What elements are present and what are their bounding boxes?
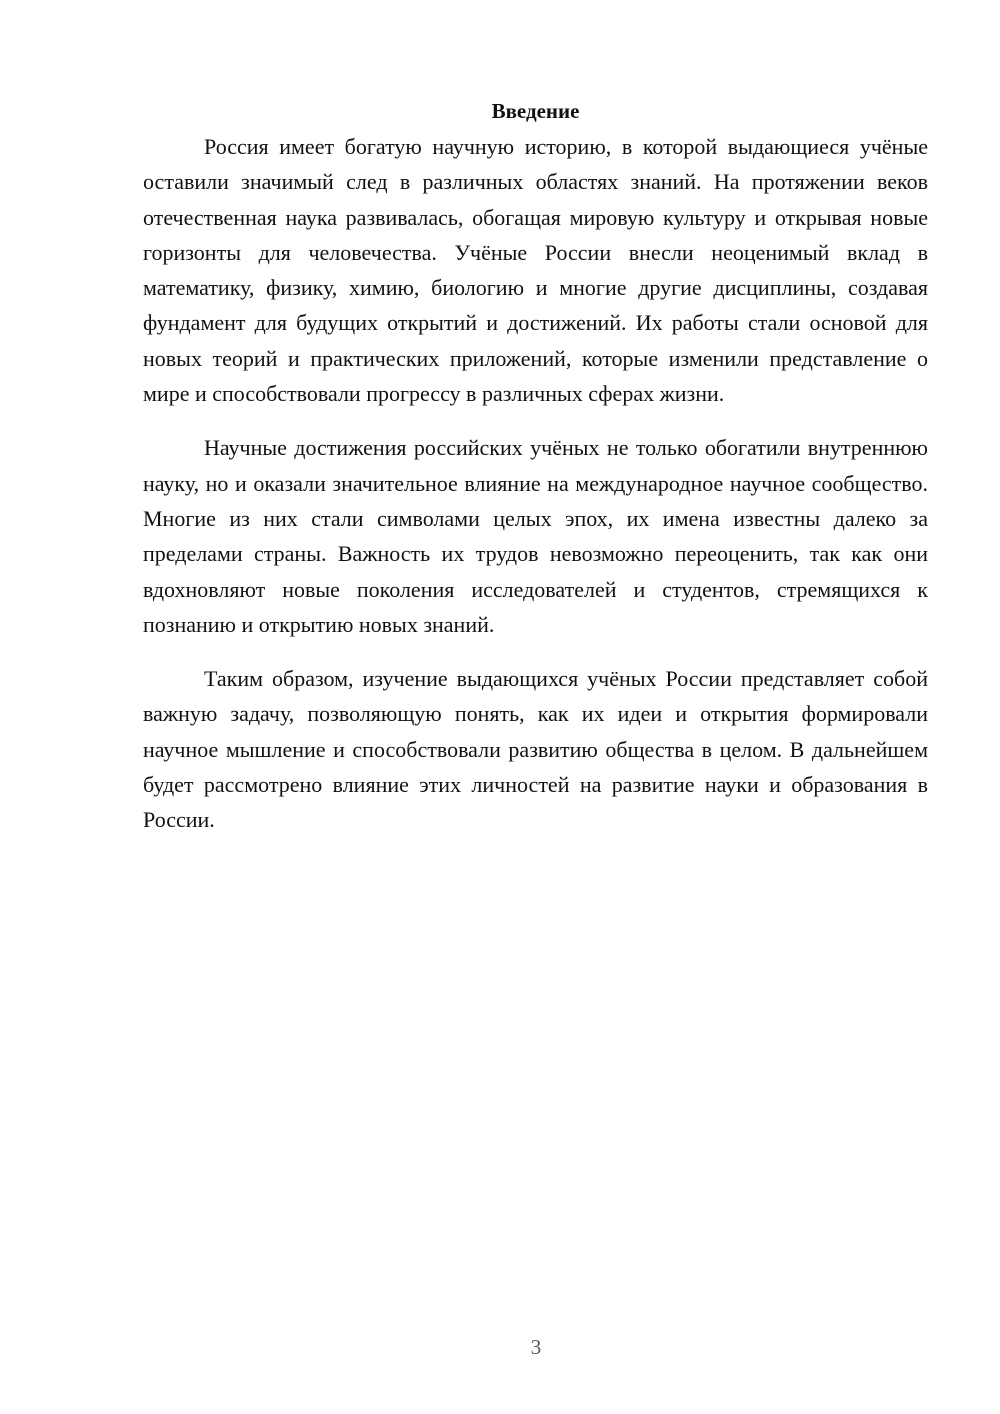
paragraph-1: Россия имеет богатую научную историю, в которой выдающиеся учёные оставили значимый след в различных областях знаний. На протяжении веков отечественная наука развивалась, обогащая мировую культуру и открывая новые горизонты для человечества. Учёные России внесли неоценимый вклад в математику, физику, химию, биологию и многие другие дисциплины, создавая фундамент для будущих открытий и достижений. Их работы стали основой для новых теорий и практических приложений, которые изменили представление о мире и способствовали прогрессу в различных сферах жизни. <box>143 134 928 407</box>
page-content <box>143 96 928 838</box>
page-number: 3 <box>530 1335 542 1359</box>
paragraph-3: Таким образом, изучение выдающихся учёных России представляет собой важную задачу, позволяющую понять, как их идеи и открытия формировали научное мышление и способствовали развитию общества в целом. В дальнейшем будет рассмотрено влияние этих личностей на развитие науки и образования в России. <box>143 666 928 833</box>
paragraph-2: Научные достижения российских учёных не только обогатили внутреннюю науку, но и оказали значительное влияние на международное научное сообщество. Многие из них стали символами целых эпох, их имена известны далеко за пределами страны. Важность их трудов невозможно переоценить, так как они вдохновляют новые поколения исследователей и студентов, стремящихся к познанию и открытию новых знаний. <box>143 435 928 637</box>
section-heading: Введение <box>491 99 580 123</box>
